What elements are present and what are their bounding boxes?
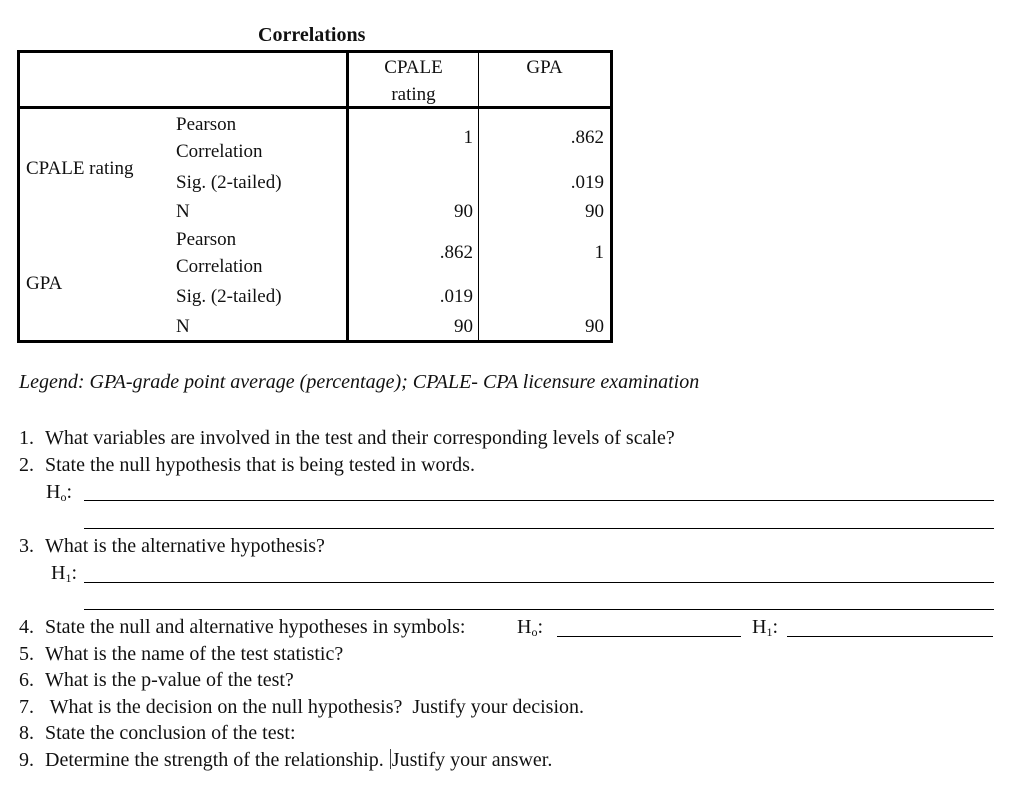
- question-4: 4. State the null and alternative hypotheses in symbols:: [19, 616, 466, 638]
- cell-value: 1: [594, 242, 604, 263]
- table-title: Correlations: [258, 24, 366, 46]
- col-header-gpa: GPA: [526, 57, 563, 78]
- symbol-null-label: $H_o$:: [517, 616, 544, 639]
- question-7: 7. What is the decision on the null hypothesis? Justify your decision.: [19, 696, 585, 718]
- question-1: 1. What variables are involved in the test and their corresponding levels of scale?: [19, 427, 675, 449]
- alt-hypothesis-answer-line-2[interactable]: [84, 609, 994, 610]
- cell-value: .862: [439, 242, 473, 263]
- null-hypothesis-answer-line-1[interactable]: [84, 500, 994, 501]
- row-variable-gpa: GPA: [26, 273, 63, 294]
- cell-value: 90: [585, 316, 604, 337]
- cell-value: .862: [570, 127, 604, 148]
- table-header-divider: [17, 106, 613, 109]
- cell-value: .019: [570, 172, 604, 193]
- question-2: 2. State the null hypothesis that is being tested in words.: [19, 454, 475, 476]
- question-6: 6. What is the p-value of the test?: [19, 669, 294, 691]
- question-9: 9. Determine the strength of the relationship. Justify your answer.: [19, 749, 553, 771]
- symbol-null-answer-line[interactable]: [557, 636, 741, 637]
- table-border-right: [610, 50, 613, 343]
- symbol-alt-label: $H_1$:: [752, 616, 779, 639]
- table-border-left: [17, 50, 20, 343]
- table-column-divider-minor: [478, 50, 479, 343]
- stat-label-pearson: Pearson Correlation: [176, 114, 263, 162]
- row-variable-cpale: CPALE rating: [26, 158, 134, 179]
- stat-label-n: N: [176, 316, 190, 337]
- alt-hypothesis-answer-line-1[interactable]: [84, 582, 994, 583]
- stat-label-pearson: Pearson Correlation: [176, 229, 263, 277]
- cell-value: .019: [439, 286, 473, 307]
- cell-value: 90: [454, 201, 473, 222]
- null-hypothesis-label: $H_o$:: [46, 481, 73, 504]
- question-5: 5. What is the name of the test statistic?: [19, 643, 344, 665]
- question-8: 8. State the conclusion of the test:: [19, 722, 296, 744]
- cell-value: 1: [463, 127, 473, 148]
- symbol-alt-answer-line[interactable]: [787, 636, 993, 637]
- stat-label-sig: Sig. (2-tailed): [176, 286, 282, 307]
- null-hypothesis-answer-line-2[interactable]: [84, 528, 994, 529]
- text-cursor: [390, 749, 391, 769]
- question-3: 3. What is the alternative hypothesis?: [19, 535, 325, 557]
- table-border-top: [17, 50, 613, 53]
- cell-value: 90: [585, 201, 604, 222]
- table-border-bottom: [17, 340, 613, 343]
- stat-label-n: N: [176, 201, 190, 222]
- alt-hypothesis-label: $H_1$:: [51, 562, 78, 585]
- stat-label-sig: Sig. (2-tailed): [176, 172, 282, 193]
- col-header-cpale: CPALE rating: [384, 57, 443, 105]
- legend: Legend: GPA-grade point average (percentage); CPALE- CPA licensure examination: [19, 371, 700, 393]
- cell-value: 90: [454, 316, 473, 337]
